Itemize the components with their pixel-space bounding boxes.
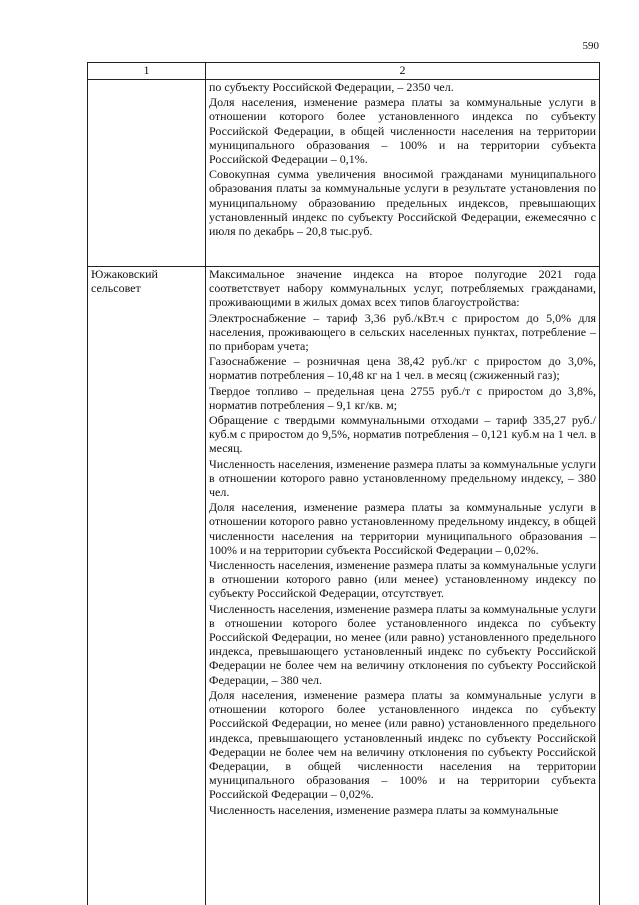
paragraph: Электроснабжение – тариф 3,36 руб./кВт.ч с приростом до 5,0% для населения, проживающего в сельских населенных пунктах, потребление – по приборам учета; bbox=[209, 310, 596, 354]
paragraph: Доля населения, изменение размера платы за коммунальные услуги в отношении которого более установленного индекса по субъекту Российской Федерации, но менее (или равно) установленного предельного индекса, превышающего установленный индекс по субъекту Российской Федерации не более чем на величину отклонения по субъекту Российской Федерации, в общей численности населения на территории муниципального образования – 100% и на территории субъекта Российской Федерации – 0,02%. bbox=[209, 687, 596, 802]
municipality-cell: Южаковский сельсовет bbox=[88, 267, 206, 905]
description-cell bbox=[206, 80, 600, 267]
paragraph: Численность населения, изменение размера платы за коммунальные услуги в отношении которого более установленного индекса по субъекту Российской Федерации, но менее (или равно) установленного предельного индекса, превышающего установленный индекс по субъекту Российской Федерации не более чем на величину отклонения по субъекту Российской Федерации, – 380 чел. bbox=[209, 601, 597, 687]
table-row bbox=[88, 80, 600, 267]
paragraph: Максимальное значение индекса на второе полугодие 2021 года соответствует набору коммунальных услуг, потребляемых гражданами, проживающими в жилых домах всех типов благоустройства: bbox=[209, 267, 596, 310]
municipality-cell bbox=[88, 80, 206, 267]
paragraph: Численность населения, изменение размера платы за коммунальные bbox=[209, 802, 559, 817]
table-header-row bbox=[88, 63, 600, 80]
description-cell bbox=[206, 267, 600, 905]
document-table bbox=[87, 62, 600, 905]
paragraph: Газоснабжение – розничная цена 38,42 руб./кг с приростом до 3,0%, норматив потребления – 10,48 кг на 1 чел. в месяц (сжиженный газ); bbox=[209, 354, 596, 383]
paragraph: Численность населения, изменение размера платы за коммунальные услуги в отношении которого равно установленному предельному индексу, – 380 чел. bbox=[209, 456, 597, 500]
paragraph: Численность населения, изменение размера платы за коммунальные услуги в отношении которого равно (или менее) установленному индексу по субъекту Российской Федерации, отсутствует. bbox=[209, 558, 597, 601]
column-header-1: 1 bbox=[88, 63, 206, 80]
paragraph: Доля населения, изменение размера платы за коммунальные услуги в отношении которого более установленного индекса по субъекту Российской Федерации, в общей численности населения на территории муниципального образования – 100% и на территории субъекта Российской Федерации – 0,1%. bbox=[209, 95, 596, 167]
paragraph: Твердое топливо – предельная цена 2755 руб./т с приростом до 3,8%, норматив потребления – 9,1 кг/кв. м; bbox=[209, 383, 596, 412]
paragraph: Доля населения, изменение размера платы за коммунальные услуги в отношении которого равно установленному предельному индексу, в общей численности населения на территории муниципального образования – 100% и на территории субъекта Российской Федерации – 0,02%. bbox=[209, 500, 596, 557]
paragraph: по субъекту Российской Федерации, – 2350 чел. bbox=[209, 80, 454, 94]
page-number: 590 bbox=[582, 40, 599, 52]
column-header-2: 2 bbox=[206, 63, 600, 80]
paragraph: Обращение с твердыми коммунальными отходами – тариф 335,27 руб./куб.м с приростом до 9,5%, норматив потребления – 0,121 куб.м на 1 чел. в месяц. bbox=[209, 413, 596, 456]
paragraph: Совокупная сумма увеличения вносимой гражданами муниципального образования платы за коммунальные услуги в результате установления по муниципальному образованию предельных индексов, превышающих установленный индекс по субъекту Российской Федерации, ежемесячно с июля по декабрь – 20,8 тыс.руб. bbox=[209, 167, 596, 239]
table-row bbox=[88, 267, 600, 905]
